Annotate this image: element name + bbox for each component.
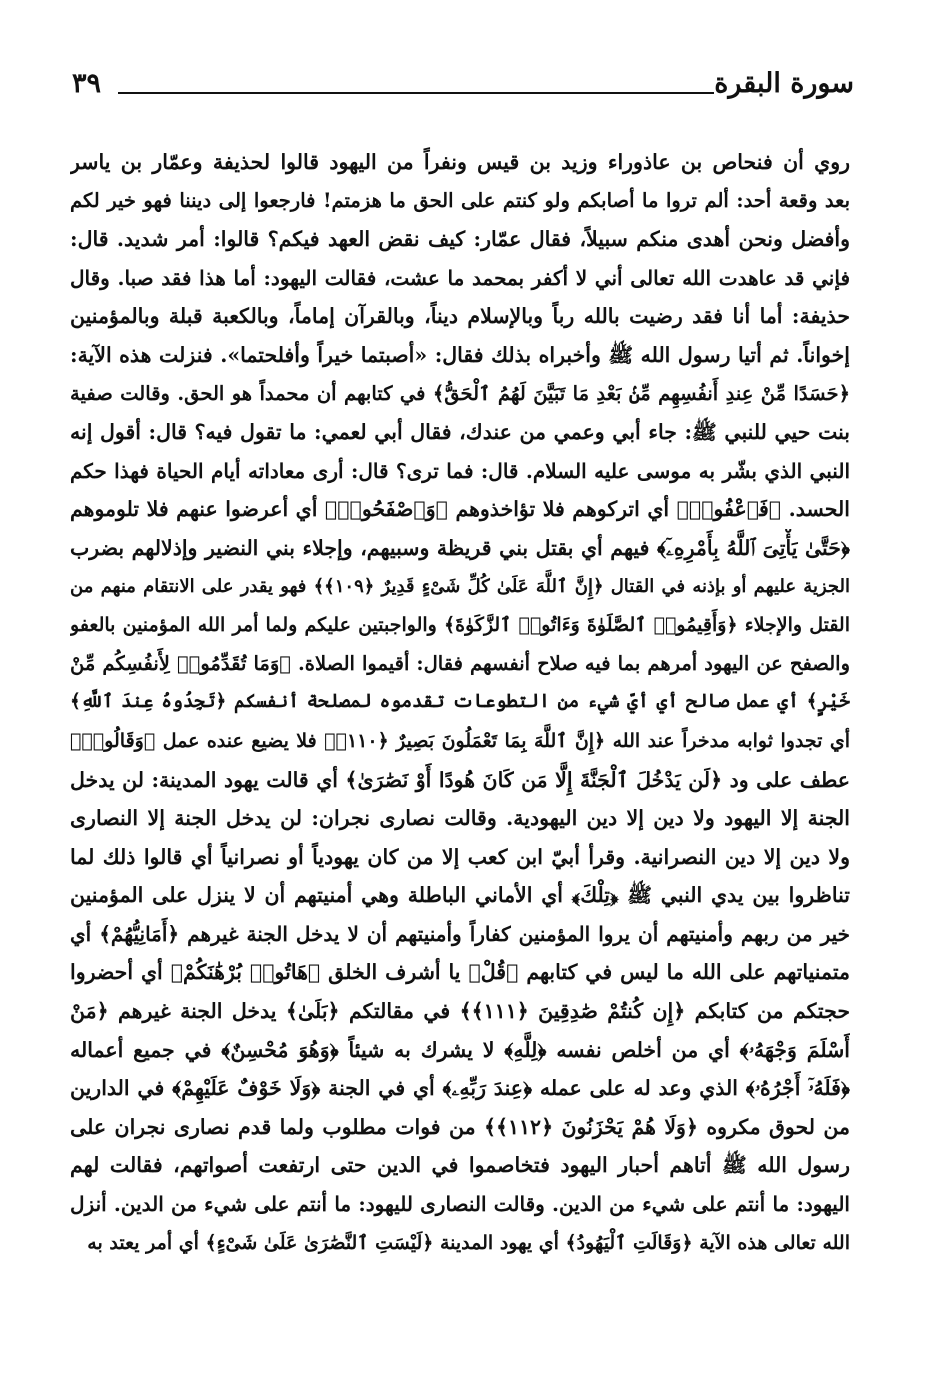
text-line: من لحوق مكروه ﴿وَلَا هُمْ يَحْزَنُونَ ﴿١١٢﴾﴾ من فوات مطلوب ولما قدم نصارى نجران على [70, 1114, 850, 1139]
text-line: إخواناً. ثم أتيا رسول الله ﷺ وأخبراه بذلك فقال: «أصبتما خيراً وأفلحتما». فنزلت هذه الآية: [70, 342, 850, 367]
text-line: القتل والإجلاء ﴿وَأَقِيمُوا۟ ٱلصَّلَوٰةَ وَءَاتُوا۟ ٱلزَّكَوٰةَ﴾ والواجبتين عليكم ولما أمر الله المؤمنين بالعفو [70, 614, 850, 637]
header-rule [118, 92, 714, 94]
text-line: حذيفة: أما أنا فقد رضيت بالله رباً وبالإسلام ديناً، وبالقرآن إماماً، وبالكعبة قبلة وبالمؤمنين [70, 304, 850, 329]
text-line: روي أن فنحاص بن عاذوراء وزيد بن قيس ونفراً من اليهود قالوا لحذيفة وعمّار بن ياسر [70, 150, 850, 174]
text-line: الله تعالى هذه الآية ﴿وَقَالَتِ ٱلْيَهُودُ﴾ أي يهود المدينة ﴿لَيْسَتِ ٱلنَّصَٰرَىٰ عَلَىٰ شَىْءٍ﴾ أي أمر يعتد به [87, 1231, 850, 1254]
text-line: خَيْرٍ﴾ أي عمل صالح أي أيّ شيء من التطوعات تقدموه لمصلحة أنفسكم ﴿تَجِدُوهُ عِندَ ٱللَّهِ﴾ [70, 691, 850, 713]
text-line: ﴿حَسَدًا مِّنْ عِندِ أَنفُسِهِم مِّنۢ بَعْدِ مَا تَبَيَّنَ لَهُمُ ٱلْحَقُّ﴾ في كتابهم أن محمداً هو الحق. وقالت صفية [70, 381, 850, 405]
text-line: أي تجدوا ثوابه مدخراً عند الله ﴿إِنَّ ٱللَّهَ بِمَا تَعْمَلُونَ بَصِيرٌ ﴿١١٠﴾﴾ فلا يضيع عنده عمل ﴿وَقَالُوا۟﴾ [70, 729, 850, 752]
running-header [72, 64, 854, 104]
text-line: خير من ربهم وأمنيتهم أن يروا المؤمنين كفاراً وأمنيتهم أن لا يدخل الجنة غيرهم ﴿أَمَانِيُّهُمْ﴾ أي [70, 921, 850, 946]
page-number: ٣٩ [72, 68, 102, 99]
text-line: الجنة إلا اليهود ولا دين إلا دين اليهودية. وقالت نصارى نجران: لن يدخل الجنة إلا النصارى [70, 806, 850, 831]
text-line: الحسد. ﴿فَٱعْفُوا۟﴾ أي اتركوهم فلا تؤاخذوهم ﴿وَٱصْفَحُوا۟﴾ أي أعرضوا عنهم فلا تلوموهم [70, 497, 850, 522]
text-line: والصفح عن اليهود أمرهم بما فيه صلاح أنفسهم فقال: أقيموا الصلاة. ﴿وَمَا تُقَدِّمُوا۟ لِأَنفُسِكُم مِّنْ [70, 651, 850, 675]
text-line: وأفضل ونحن أهدى منكم سبيلاً، فقال عمّار: كيف نقض العهد فيكم؟ قالوا: أمر شديد. قال: [70, 227, 850, 252]
text-line: رسول الله ﷺ أتاهم أحبار اليهود فتخاصموا في الدين حتى ارتفعت أصواتهم، فقالت لهم [70, 1153, 850, 1178]
text-line: ﴿فَلَهُۥٓ أَجْرُهُۥ﴾ الذي وعد له على عمله ﴿عِندَ رَبِّهِۦ﴾ أي في الجنة ﴿وَلَا خَوْفٌ عَلَيْهِمْ﴾ في الدارين [70, 1076, 850, 1101]
text-line: فإني قد عاهدت الله تعالى أني لا أكفر بمحمد ما عشت، فقالت اليهود: أما هذا فقد صبا. وقال [70, 265, 850, 290]
text-line: ولا دين إلا دين النصرانية. وقرأ أبيّ ابن كعب إلا من كان يهودياً أو نصرانياً أي قالوا ذلك لما [70, 844, 850, 869]
text-line: النبي الذي بشّر به موسى عليه السلام. قال: فما ترى؟ قال: أرى معاداته أيام الحياة فهذا حكم [70, 458, 850, 483]
text-line: ﴿حَتَّىٰ يَأْتِىَ ٱللَّهُ بِأَمْرِهِۦٓ﴾ فيهم أي بقتل بني قريظة وسبيهم، وإجلاء بني النضير وإذلالهم بضرب [70, 535, 850, 560]
body-text [70, 143, 850, 1262]
surah-title: سورة البقرة [714, 68, 854, 99]
text-line: بنت حيي للنبي ﷺ: جاء أبي وعمي من عندك، فقال أبي لعمي: ما تقول فيه؟ قال: أقول إنه [70, 420, 850, 445]
text-line: الجزية عليهم أو بإذنه في القتال ﴿إِنَّ ٱللَّهَ عَلَىٰ كُلِّ شَىْءٍ قَدِيرٌ ﴿١٠٩﴾﴾ فهو يقدر على الانتقام منهم من [70, 575, 850, 597]
text-line: عطف على ود ﴿لَن يَدْخُلَ ٱلْجَنَّةَ إِلَّا مَن كَانَ هُودًا أَوْ نَصَٰرَىٰ﴾ أي قالت يهود المدينة: لن يدخل [70, 767, 850, 792]
text-line: بعد وقعة أحد: ألم تروا ما أصابكم ولو كنتم على الحق ما هزمتم! فارجعوا إلى ديننا فهو خير لكم [70, 188, 850, 212]
text-line: تناظروا بين يدي النبي ﷺ ﴿تِلْكَ﴾ أي الأماني الباطلة وهي أمنيتهم أن لا ينزل على المؤمنين [70, 883, 850, 908]
text-line: حجتكم من كتابكم ﴿إِن كُنتُمْ صَٰدِقِينَ ﴿١١١﴾﴾ في مقالتكم ﴿بَلَىٰ﴾ يدخل الجنة غيرهم ﴿مَنْ [70, 999, 850, 1024]
text-line: أَسْلَمَ وَجْهَهُۥ﴾ أي من أخلص نفسه ﴿لِلَّهِ﴾ لا يشرك به شيئاً ﴿وَهُوَ مُحْسِنٌ﴾ في جميع أعماله [70, 1037, 850, 1062]
text-line: متمنياتهم على الله ما ليس في كتابهم ﴿قُلْ﴾ يا أشرف الخلق ﴿هَاتُوا۟ بُرْهَٰنَكُمْ﴾ أي أحضروا [70, 960, 850, 985]
text-line: اليهود: ما أنتم على شيء من الدين. وقالت النصارى لليهود: ما أنتم على شيء من الدين. أنزل [70, 1192, 850, 1217]
